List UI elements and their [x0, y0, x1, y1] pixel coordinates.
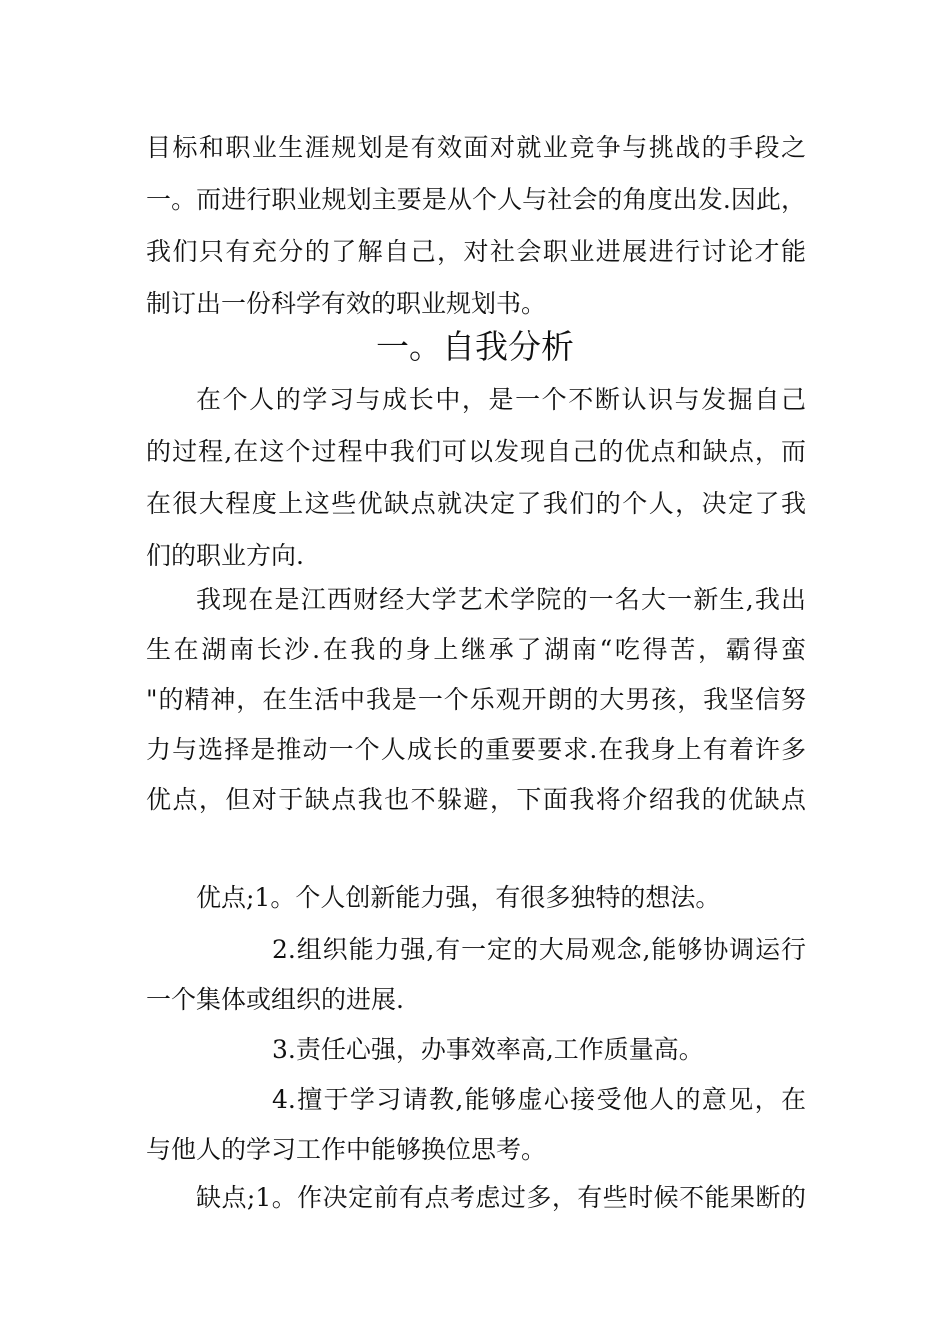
para2-line-2: 生在湖南长沙.在我的身上继承了湖南“吃得苦，霸得蛮 [146, 635, 806, 664]
intro-line-3: 我们只有充分的了解自己，对社会职业进展进行讨论才能 [146, 237, 806, 266]
para1-line-4: 们的职业方向. [146, 541, 304, 570]
strength-line-3: 一个集体或组织的进展. [146, 985, 404, 1014]
strength-line-1: 优点;1。个人创新能力强，有很多独特的想法。 [196, 883, 721, 912]
para2-line-4: 力与选择是推动一个人成长的重要要求.在我身上有着许多 [146, 735, 806, 764]
intro-line-1: 目标和职业生涯规划是有效面对就业竞争与挑战的手段之 [146, 133, 806, 162]
weakness-line-1: 缺点;1。作决定前有点考虑过多，有些时候不能果断的 [196, 1183, 806, 1212]
para2-line-5: 优点，但对于缺点我也不躲避，下面我将介绍我的优缺点 [146, 785, 806, 814]
intro-line-2: 一。而进行职业规划主要是从个人与社会的角度出发.因此， [146, 185, 806, 214]
para1-line-2: 的过程,在这个过程中我们可以发现自己的优点和缺点，而 [146, 437, 806, 466]
strength-line-6: 与他人的学习工作中能够换位思考。 [146, 1135, 547, 1164]
strength-line-2: 2.组织能力强,有一定的大局观念,能够协调运行 [272, 935, 806, 964]
para1-line-1: 在个人的学习与成长中，是一个不断认识与发掘自己 [196, 385, 806, 414]
section-heading: 一。自我分析 [376, 327, 574, 366]
para1-line-3: 在很大程度上这些优缺点就决定了我们的个人，决定了我 [146, 489, 806, 518]
para2-line-1: 我现在是江西财经大学艺术学院的一名大一新生,我出 [196, 585, 806, 614]
para2-line-3: "的精神，在生活中我是一个乐观开朗的大男孩，我坚信努 [146, 685, 806, 714]
strength-line-5: 4.擅于学习请教,能够虚心接受他人的意见，在 [272, 1085, 806, 1114]
intro-line-4: 制订出一份科学有效的职业规划书。 [146, 289, 547, 318]
strength-line-4: 3.责任心强，办事效率高,工作质量高。 [272, 1035, 704, 1064]
